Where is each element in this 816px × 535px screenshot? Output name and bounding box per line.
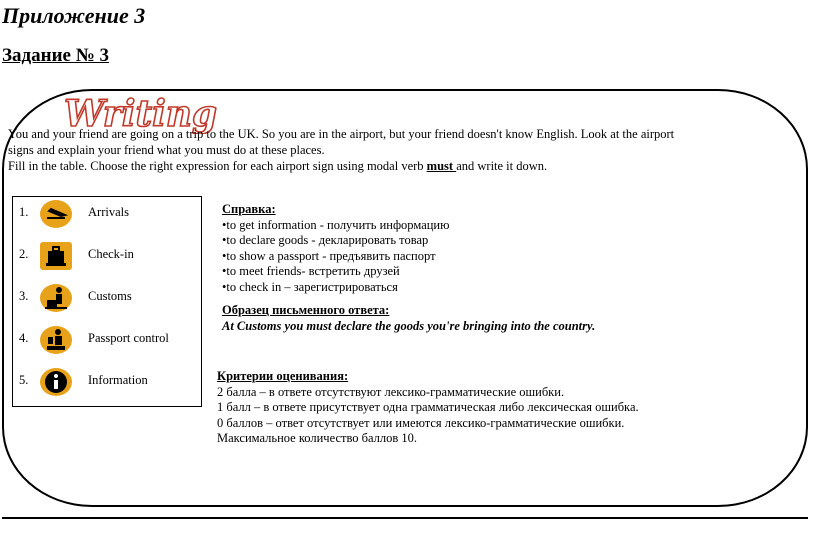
grading-criteria-section xyxy=(217,369,797,447)
bottom-divider xyxy=(2,517,808,519)
sign-number: 3. xyxy=(19,289,29,303)
help-item: •to check in – зарегистрироваться xyxy=(222,279,398,294)
sign-label: Information xyxy=(88,373,148,387)
sample-answer-text: At Customs you must declare the goods you're bringing into the country. xyxy=(222,319,596,333)
help-item: •to show a passport - предъявить паспорт xyxy=(222,248,436,263)
writing-logo-text: Writing xyxy=(64,93,218,134)
arrivals-plane-icon xyxy=(39,199,73,229)
sign-number: 5. xyxy=(19,373,29,387)
criteria-line: 0 баллов – ответ отсутствует или имеются лексико-грамматические ошибки. xyxy=(217,415,625,430)
criteria-line: 1 балл – в ответе присутствует одна грамматическая либо лексическая ошибка. xyxy=(217,400,639,414)
passport-control-icon xyxy=(39,325,73,355)
sign-row-passport-control xyxy=(13,325,201,357)
sign-row-customs xyxy=(13,283,201,315)
sign-label: Customs xyxy=(88,289,132,303)
help-item: •to meet friends- встретить друзей xyxy=(222,264,400,278)
sign-number: 1. xyxy=(19,205,29,219)
grading-criteria-heading: Критерии оценивания: xyxy=(217,369,349,383)
sign-label: Passport control xyxy=(88,331,169,345)
customs-officer-icon xyxy=(39,283,73,313)
help-item: •to get information - получить информацию xyxy=(222,217,450,232)
intro-text xyxy=(8,126,688,174)
intro-line-2 xyxy=(8,158,688,174)
sample-answer-heading: Образец письменного ответа: xyxy=(222,303,390,317)
help-section xyxy=(222,202,622,295)
information-icon xyxy=(39,367,73,397)
criteria-line: 2 балла – в ответе отсутствуют лексико-грамматические ошибки. xyxy=(217,384,565,399)
sign-row-information xyxy=(13,367,201,399)
sign-row-check-in xyxy=(13,241,201,273)
airport-signs-list xyxy=(12,196,202,407)
criteria-line: Максимальное количество баллов 10. xyxy=(217,431,418,445)
sign-row-arrivals xyxy=(13,199,201,231)
help-heading: Справка: xyxy=(222,202,276,216)
help-item: •to declare goods - декларировать товар xyxy=(222,233,429,247)
sign-label: Arrivals xyxy=(88,205,129,219)
sample-answer-section xyxy=(222,302,782,334)
intro-line-1: You and your friend are going on a trip to the UK. So you are in the airport, but your friend doesn't know English. Look at the airport signs and explain your friend what you must do at these places. xyxy=(8,127,675,157)
sign-number: 2. xyxy=(19,247,29,261)
intro-line-2-end: and write it down. xyxy=(456,159,548,173)
must-keyword: must xyxy=(426,159,457,173)
appendix-title: Приложение 3 xyxy=(2,3,146,28)
check-in-luggage-icon xyxy=(39,241,73,271)
sign-number: 4. xyxy=(19,331,29,345)
sign-label: Check-in xyxy=(88,247,134,261)
task-title: Задание № 3 xyxy=(2,45,110,66)
intro-line-2-start: Fill in the table. Choose the right expression for each airport sign using modal verb xyxy=(8,159,427,173)
